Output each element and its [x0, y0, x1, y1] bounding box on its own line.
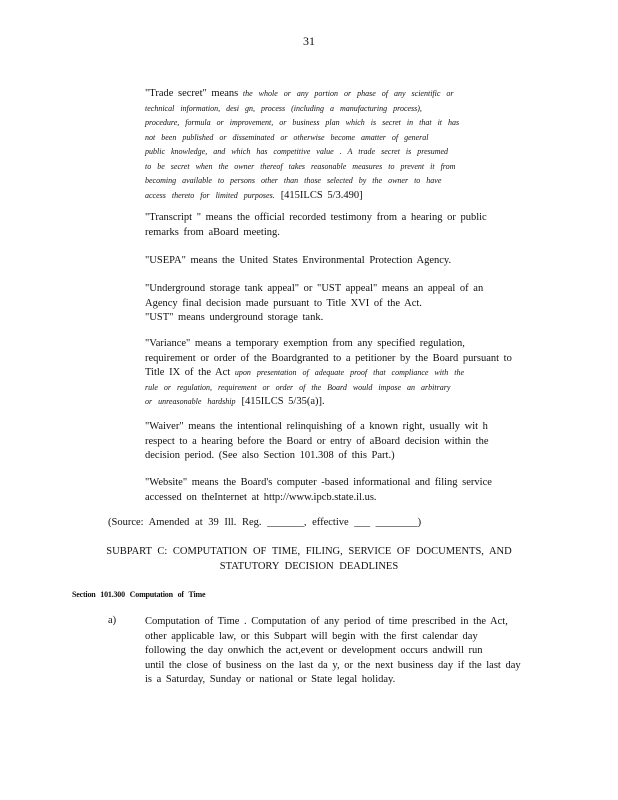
definition-line: [145, 174, 540, 189]
statutory-quote-text: to be secret when the owner thereof takes reasonable measures to prevent it from: [145, 161, 456, 171]
definition-text: "Underground storage tank appeal" or "UST appeal" means an appeal of an: [145, 283, 484, 294]
definition-line: [145, 282, 540, 297]
definition-website: [145, 476, 540, 505]
definition-line: [145, 395, 540, 410]
definition-line: [145, 160, 540, 175]
definition-text: Title IX of the Act: [145, 367, 235, 378]
paragraph-line: following the day onwhich the act,event or development occurs andwill run: [145, 645, 483, 656]
definition-line: [145, 131, 540, 146]
statutory-quote-text: technical information, desi gn, process (including a manufacturing process),: [145, 103, 422, 113]
paragraph-line: until the close of business on the last da y, or the next business day if the last day: [145, 659, 521, 671]
definition-text: [415ILCS 5/35(a)].: [241, 396, 325, 407]
definition-text: "Waiver" means the intentional relinquishing of a known right, usually wit h: [145, 421, 488, 432]
definition-line: [145, 352, 540, 367]
statutory-quote-text: upon presentation of adequate proof that compliance with the: [234, 368, 464, 377]
definition-waiver: [145, 420, 540, 464]
definition-line: [145, 145, 540, 160]
subpart-heading-line2: STATUTORY DECISION DEADLINES: [219, 560, 399, 572]
definition-line: [145, 102, 540, 117]
statutory-quote-text: procedure, formula or improvement, or business plan which is secret in that it has: [145, 118, 460, 127]
definition-text: "Website" means the Board's computer -based informational and filing service: [145, 477, 492, 488]
statutory-quote-text: or unreasonable hardship: [145, 397, 242, 406]
definition-line: [145, 381, 540, 396]
definition-text: remarks from aBoard meeting.: [145, 226, 280, 238]
definition-text: "UST" means underground storage tank.: [145, 312, 324, 323]
definition-text: decision period. (See also Section 101.308 of this Part.): [145, 450, 395, 461]
paragraph-label: a): [108, 615, 117, 626]
definition-ust-appeal: [145, 282, 540, 326]
definition-text: "Transcript " means the official recorded testimony from a hearing or public: [145, 212, 487, 223]
definition-line: [145, 311, 540, 326]
paragraph-line: other applicable law, or this Subpart will begin with the first calendar day: [145, 630, 478, 642]
section-heading: Section 101.300 Computation of Time: [72, 590, 206, 599]
statutory-quote-text: the whole or any portion or phase of any scientific or: [242, 89, 454, 98]
definition-text: "USEPA" means the United States Environmental Protection Agency.: [145, 255, 452, 266]
definition-line: [145, 366, 540, 381]
statutory-quote-text: not been published or disseminated or otherwise become amatter of general: [145, 132, 429, 142]
definition-line: [145, 435, 540, 450]
definition-line: [145, 297, 540, 312]
definition-usepa: [145, 254, 540, 269]
source-note: (Source: Amended at 39 Ill. Reg. _______, effective ___ ________): [108, 517, 422, 528]
statutory-quote-text: rule or regulation, requirement or order of the Board would impose an arbitrary: [145, 382, 451, 392]
statutory-quote-text: becoming available to persons other than those selected by the owner to have: [145, 176, 442, 185]
definition-line: [145, 491, 540, 506]
page-number: 31: [303, 34, 315, 48]
definition-text: Agency final decision made pursuant to Title XVI of the Act.: [145, 297, 422, 309]
definition-line: [145, 87, 540, 102]
definition-line: [145, 420, 540, 435]
definition-line: [145, 189, 540, 204]
definition-trade-secret: [145, 87, 540, 203]
statutory-quote-text: access thereto for limited purposes.: [145, 190, 281, 200]
paragraph-line: is a Saturday, Sunday or national or State legal holiday.: [145, 674, 396, 685]
definition-text: "Variance" means a temporary exemption from any specified regulation,: [145, 338, 465, 349]
definition-line: [145, 211, 540, 226]
definition-variance: [145, 337, 540, 410]
definition-text: accessed on theInternet at http://www.ipcb.state.il.us.: [145, 491, 377, 503]
subpart-heading-line1: SUBPART C: COMPUTATION OF TIME, FILING, SERVICE OF DOCUMENTS, AND: [106, 546, 512, 557]
definition-text: "Trade secret" means: [145, 88, 243, 99]
definition-line: [145, 116, 540, 131]
paragraph-line: Computation of Time . Computation of any period of time prescribed in the Act,: [145, 616, 508, 627]
definition-transcript: [145, 211, 540, 240]
definition-text: requirement or order of the Boardgranted to a petitioner by the Board pursuant to: [145, 352, 512, 364]
definition-line: [145, 449, 540, 464]
statutory-quote-text: public knowledge, and which has competitive value . A trade secret is presumed: [145, 147, 449, 156]
definition-line: [145, 337, 540, 352]
definition-line: [145, 476, 540, 491]
definition-line: [145, 254, 540, 269]
definition-text: respect to a hearing before the Board or entry of aBoard decision within the: [145, 435, 489, 447]
definition-text: [415ILCS 5/3.490]: [280, 189, 363, 201]
definition-line: [145, 226, 540, 241]
paragraph-a-text: [145, 615, 540, 688]
